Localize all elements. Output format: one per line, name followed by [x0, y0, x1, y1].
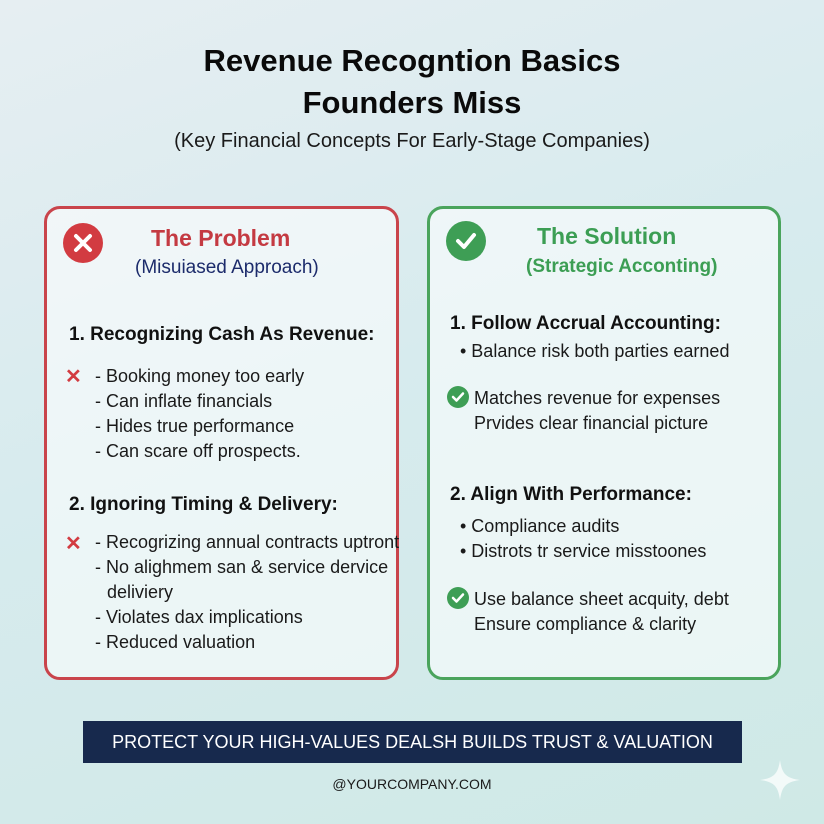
page-subtitle: (Key Financial Concepts For Early-Stage Companies)	[174, 130, 650, 152]
check-circle-icon	[446, 221, 486, 261]
list-item: Use balance sheet acquity, debt	[474, 589, 729, 609]
footer-handle: @YOURCOMPANY.COM	[332, 776, 492, 792]
x-mark-icon: ✕	[65, 366, 82, 388]
cta-banner: PROTECT YOUR HIGH-VALUES DEALSH BUILDS TRUST & VALUATION	[83, 721, 742, 763]
solution-subtitle: (Strategic Acconting)	[526, 256, 718, 277]
problem-section2-heading: 2. Ignoring Timing & Delivery:	[69, 494, 338, 515]
problem-card	[44, 206, 399, 680]
solution-card	[427, 206, 781, 680]
list-item: - No alighmem san & service dervice	[95, 557, 389, 577]
list-item: - Can inflate financials	[95, 391, 273, 411]
solution-section2-heading: 2. Align With Performance:	[450, 484, 692, 505]
problem-subtitle: (Misuiased Approach)	[135, 257, 319, 278]
list-item: • Balance risk both parties earned	[460, 341, 730, 361]
list-item: Prvides clear financial picture	[474, 413, 709, 433]
title-line-1: Revenue Recogntion Basics	[203, 43, 621, 78]
list-item: - Can scare off prospects.	[95, 441, 301, 461]
list-item: • Distrots tr service misstoones	[460, 541, 707, 561]
problem-section1-heading: 1. Recognizing Cash As Revenue:	[69, 324, 375, 345]
solution-section1-heading: 1. Follow Accrual Accounting:	[450, 313, 721, 334]
list-item: - Hides true performance	[95, 416, 295, 436]
list-item: - Recogrizing annual contracts uptront	[95, 532, 400, 552]
list-item: deliviery	[107, 582, 174, 602]
check-circle-icon	[447, 386, 469, 408]
x-circle-icon	[63, 223, 103, 263]
list-item: Ensure compliance & clarity	[474, 614, 697, 634]
sparkle-icon	[758, 758, 802, 807]
check-circle-icon	[447, 587, 469, 609]
problem-title: The Problem	[151, 225, 291, 251]
list-item: - Violates dax implications	[95, 607, 303, 627]
x-mark-icon: ✕	[65, 533, 82, 555]
solution-title: The Solution	[537, 223, 677, 249]
list-item: - Reduced valuation	[95, 632, 256, 652]
page-title	[0, 40, 824, 124]
list-item: Matches revenue for expenses	[474, 388, 721, 408]
list-item: - Booking money too early	[95, 366, 305, 386]
list-item: • Compliance audits	[460, 516, 620, 536]
title-line-2: Founders Miss	[302, 85, 522, 120]
